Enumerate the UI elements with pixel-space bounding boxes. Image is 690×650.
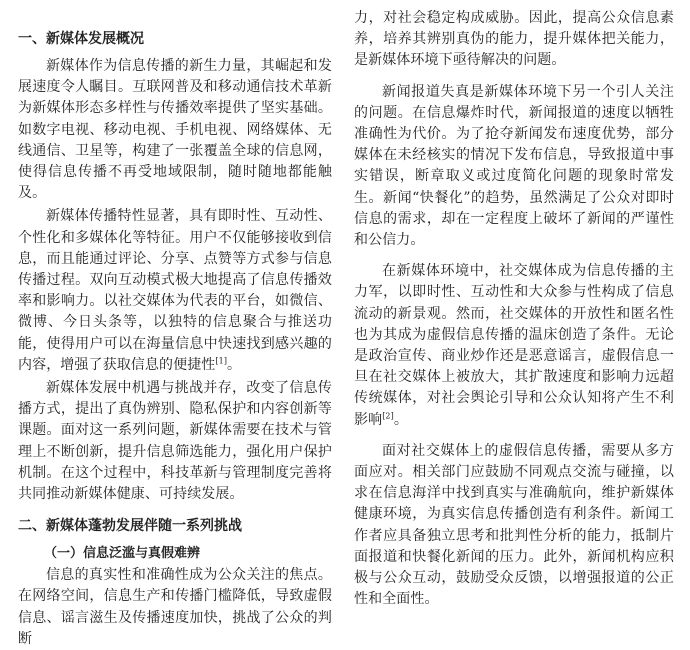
paragraph-text: 面对社交媒体上的虚假信息传播，需要从多方面应对。相关部门应鼓励不同观点交流与碰撞，以求在信息海洋中找到真实与准确航向，维护新媒体健康环境，为真实信息传播创造有利条件。新闻工作者应具备独立思考和批判性分析的能力，抵制片面报道和快餐化新闻的压力。此外，新闻机构应积极与公众互动，鼓励受众反馈，以增强报道的公正性和全面性。 xyxy=(354,442,674,608)
section-heading-overview: 一、新媒体发展概况 xyxy=(18,31,144,47)
right-column xyxy=(354,0,674,608)
paragraph-new-media-features xyxy=(18,206,332,376)
paragraph-news-distortion xyxy=(354,82,674,252)
paragraph-text: 新媒体作为信息传播的新生力量，其崛起和发展速度令人瞩目。互联网普及和移动通信技术革新为新媒体形态多样性与传播效率提供了坚实基础。如数字电视、移动电视、手机电视、网络媒体、无线通信、卫星等，构建了一张覆盖全球的信息网，使得信息传播不再受地域限制，随时随地都能触及。 xyxy=(18,58,332,202)
citation-ref-2[interactable]: [2] xyxy=(382,411,394,420)
paragraph-info-authenticity xyxy=(18,565,332,650)
paragraph-text: 新闻报道失真是新媒体环境下另一个引人关注的问题。在信息爆炸时代，新闻报道的速度以牺牲准确性为代价。为了抢夺新闻发布速度优势，部分媒体在未经核实的情况下发布信息，导致报道中事实错误，断章取义或过度简化问题的现象时常发生。新闻“快餐化”的趋势，虽然满足了公众对即时信息的需求，却在一定程度上破坏了新闻的严谨性和公信力。 xyxy=(354,83,674,249)
paragraph-continuation xyxy=(354,8,674,72)
section-heading-challenges: 二、新媒体蓬勃发展伴随一系列挑战 xyxy=(18,518,242,535)
paragraph-countermeasures xyxy=(354,441,674,611)
paragraph-text: 新媒体发展中机遇与挑战并存，改变了信息传播方式，提出了真伪辨别、隐私保护和内容创新等课题。面对这一系列问题，新媒体需要在技术与管理上不断创新，提升信息筛选能力，强化用户保护机制。在这个过程中，科技革新与管理制度完善将共同推动新媒体健康、可持续发展。 xyxy=(18,380,332,503)
paragraph-text: 新媒体传播特性显著，具有即时性、互动性、个性化和多媒体化等特征。用户不仅能够接收到信息，而且能通过评论、分享、点赞等方式参与信息传播过程。双向互动模式极大地提高了信息传播效率和影响力。以社交媒体为代表的平台，如微信、微博、今日头条等，以独特的信息聚合与推送功能，使得用户可以在海量信息中快速找到感兴趣的内容，增强了获取信息的便捷性 xyxy=(18,208,332,373)
paragraph-new-media-rise xyxy=(18,56,332,204)
paragraph-end: 。 xyxy=(393,411,408,428)
paragraph-text: 在新媒体环境中，社交媒体成为信息传播的主力军，以即时性、互动性和大众参与性构成了信息流动的新景观。然而，社交媒体的开放性和匿名性也为其成为虚假信息传播的温床创造了条件。无论是政治宣传、商业炒作还是恶意谣言，虚假信息一旦在社交媒体上被放大，其扩散速度和影响力远超传统媒体，对社会舆论引导和公众认知将产生不利影响 xyxy=(354,263,674,428)
subsection-heading-info-overload: （一）信息泛滥与真假难辨 xyxy=(44,546,201,562)
paragraph-social-media-false-info xyxy=(354,261,674,431)
paragraph-end: 。 xyxy=(227,356,242,373)
citation-ref-1[interactable]: [1] xyxy=(215,356,228,366)
paragraph-opportunities-challenges xyxy=(18,378,332,505)
paragraph-text: 信息的真实性和准确性成为公众关注的焦点。在网络空间，信息生产和传播门槛降低，导致虚假信息、谣言滋生及传播速度加快，挑战了公众的判断 xyxy=(18,567,332,647)
left-column xyxy=(18,0,332,647)
paragraph-text: 力，对社会稳定构成威胁。因此，提高公众信息素养，培养其辨别真伪的能力，提升媒体把关能力，是新媒体环境下亟待解决的问题。 xyxy=(354,10,674,69)
